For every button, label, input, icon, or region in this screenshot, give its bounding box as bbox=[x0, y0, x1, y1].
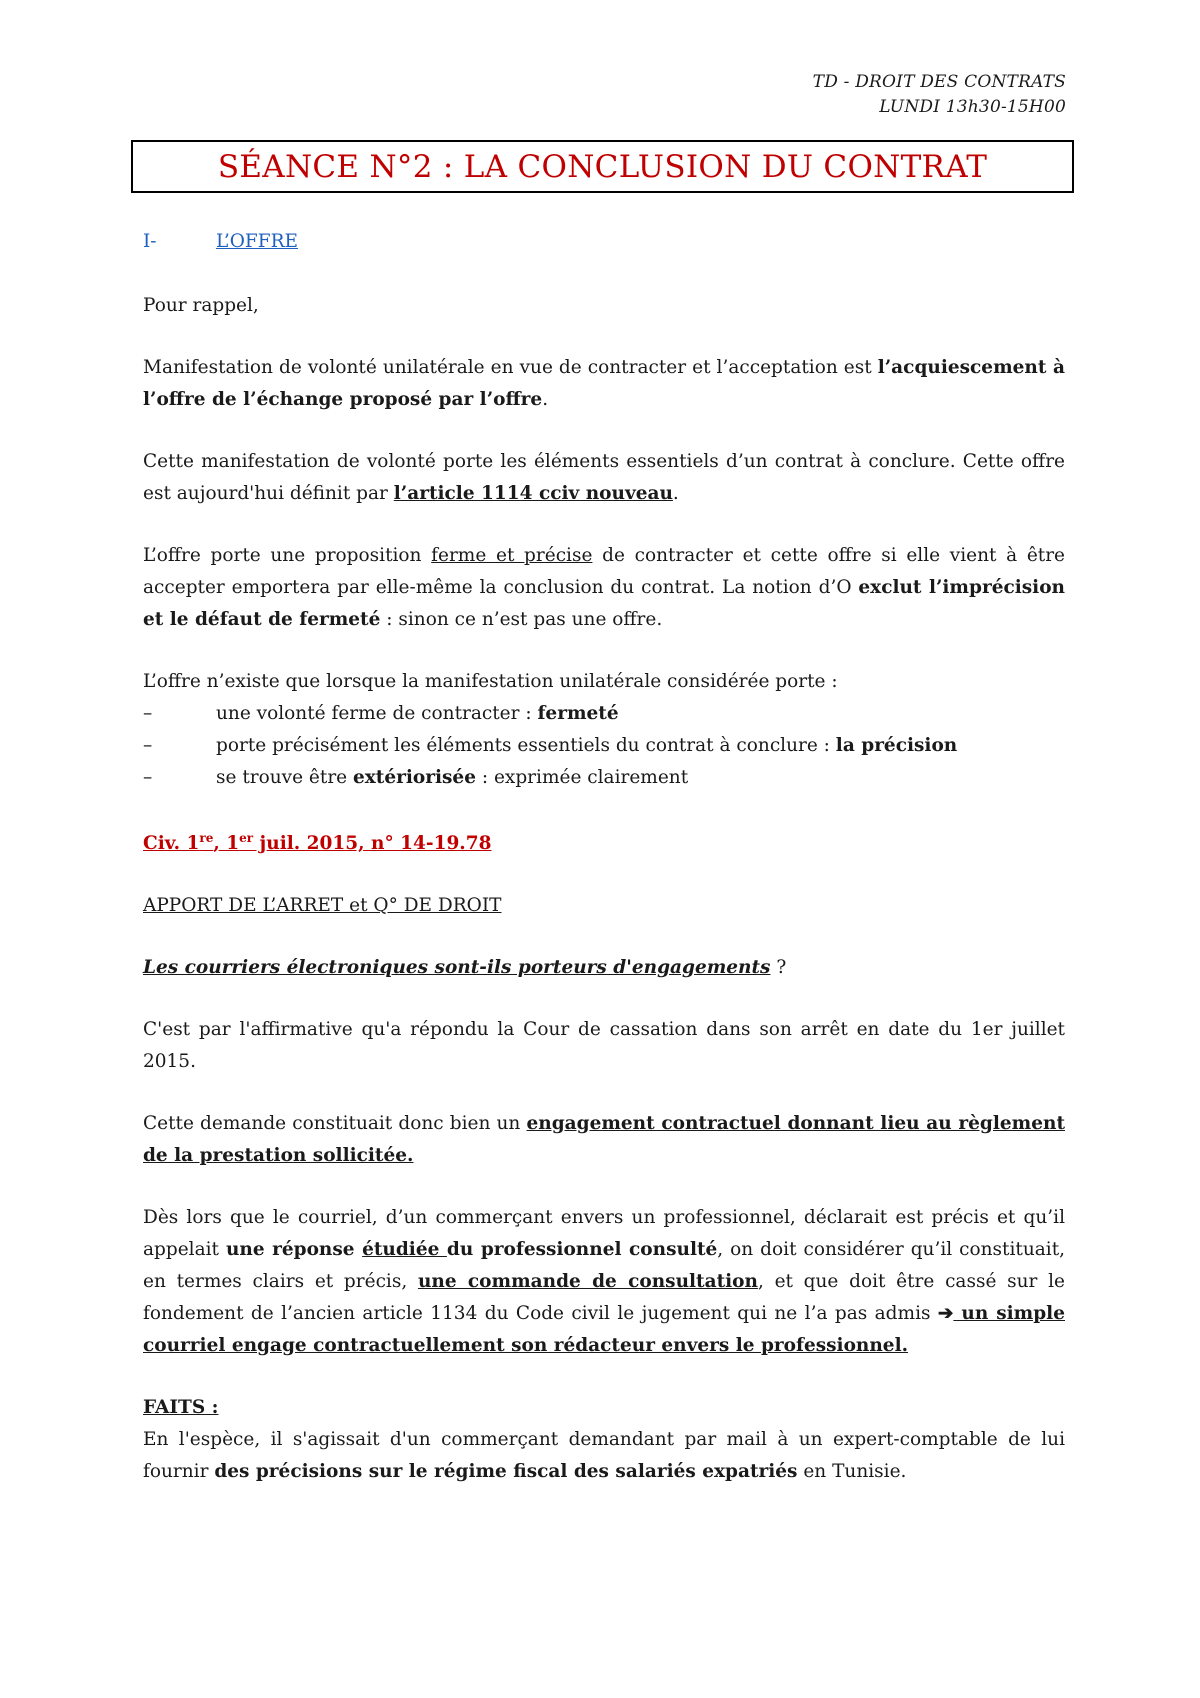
paragraph-rappel: Pour rappel, bbox=[143, 295, 259, 316]
text-run: en Tunisie. bbox=[797, 1461, 907, 1482]
bold-run: exclut l’imprécision et le défaut de fermeté bbox=[143, 577, 1065, 630]
text-run: Manifestation de volonté unilatérale en vue de contracter et l’acceptation est bbox=[143, 357, 878, 378]
section-number: I- bbox=[143, 231, 157, 252]
paragraph-manifestation bbox=[143, 352, 1065, 416]
underlined-run: ferme et précise bbox=[431, 545, 593, 566]
page-header bbox=[813, 70, 1066, 120]
text-run: Cette demande constituait donc bien un bbox=[143, 1113, 527, 1134]
paragraph-existe: L’offre n’existe que lorsque la manifestation unilatérale considérée porte : bbox=[143, 671, 838, 692]
text-run: L’offre porte une proposition bbox=[143, 545, 432, 566]
text-run: une volonté ferme de contracter : bbox=[216, 703, 538, 724]
text-run: de contracter et cette offre si elle vient à être accepter emportera par elle-même la conclusion du contrat. La notion d’O bbox=[143, 545, 1065, 598]
bold-run: extériorisée bbox=[353, 767, 476, 788]
faits-heading: FAITS : bbox=[143, 1397, 219, 1418]
bold-run: du professionnel consulté bbox=[446, 1239, 718, 1260]
question-text: Les courriers électroniques sont-ils porteurs d'engagements bbox=[143, 957, 771, 978]
paragraph-demande bbox=[143, 1108, 1065, 1172]
bold-run: une réponse bbox=[225, 1239, 363, 1260]
text-run: Cette manifestation de volonté porte les éléments essentiels d’un contrat à conclure. Cette offre est aujourd'hui définit par bbox=[143, 451, 1065, 504]
bold-underlined-run: un simple courriel engage contractuellement son rédacteur envers le professionnel. bbox=[143, 1303, 1065, 1356]
bold-run: fermeté bbox=[537, 703, 619, 724]
article-reference: l’article 1114 cciv nouveau bbox=[393, 483, 673, 504]
header-course: TD - DROIT DES CONTRATS bbox=[812, 72, 1066, 92]
paragraph-cette-manifestation bbox=[143, 446, 1065, 510]
list-item bbox=[143, 730, 1065, 762]
bold-run: l’acquiescement à l’offre de l’échange proposé par l’offre bbox=[143, 357, 1066, 410]
text-run: porte précisément les éléments essentiels du contrat à conclure : bbox=[216, 735, 836, 756]
text-run: : exprimée clairement bbox=[475, 767, 689, 788]
text-run: , 1 bbox=[213, 833, 240, 854]
paragraph-des-lors bbox=[143, 1202, 1065, 1362]
section-label: L’OFFRE bbox=[216, 231, 299, 252]
text-run: Civ. 1 bbox=[143, 833, 200, 854]
text-run: : sinon ce n’est pas une offre. bbox=[380, 609, 663, 630]
title-box bbox=[131, 140, 1074, 193]
text-run: , et que doit être cassé sur le fondement de l’ancien article 1134 du Code civil le jugement qui ne l’a pas admis bbox=[143, 1271, 1065, 1324]
bold-underlined-run: engagement contractuel donnant lieu au règlement de la prestation sollicitée. bbox=[143, 1113, 1065, 1166]
criteria-list bbox=[143, 698, 1065, 794]
text-run: , on doit considérer qu’il constituait, en termes clairs et précis, bbox=[143, 1239, 1066, 1292]
bold-run: la précision bbox=[835, 735, 958, 756]
case-reference bbox=[143, 828, 1065, 860]
list-item bbox=[143, 762, 1065, 794]
dash-bullet: – bbox=[143, 703, 153, 724]
page-title: SÉANCE N°2 : LA CONCLUSION DU CONTRAT bbox=[217, 148, 988, 185]
paragraph-offre bbox=[143, 540, 1065, 636]
dash-bullet: – bbox=[143, 767, 153, 788]
arrow-icon: ➔ bbox=[937, 1303, 954, 1324]
text-run: En l'espèce, il s'agissait d'un commerçant demandant par mail à un expert-comptable de lui fournir bbox=[143, 1429, 1065, 1482]
list-item bbox=[143, 698, 1065, 730]
dash-bullet: – bbox=[143, 735, 153, 756]
superscript: er bbox=[239, 830, 254, 845]
document-body bbox=[143, 226, 1065, 1488]
text-run: ? bbox=[770, 957, 787, 978]
faits-section bbox=[143, 1392, 1065, 1488]
legal-question bbox=[143, 952, 1065, 984]
text-run: juil. 2015, n° 14-19.78 bbox=[253, 833, 492, 854]
text-run: se trouve être bbox=[216, 767, 353, 788]
apport-heading: APPORT DE L’ARRET et Q° DE DROIT bbox=[143, 895, 502, 916]
text-run: . bbox=[542, 389, 549, 410]
paragraph-affirmative: C'est par l'affirmative qu'a répondu la Cour de cassation dans son arrêt en date du 1er juillet 2015. bbox=[143, 1019, 1065, 1072]
paragraph-faits bbox=[143, 1424, 1065, 1488]
superscript: re bbox=[199, 830, 214, 845]
text-run: Dès lors que le courriel, d’un commerçant envers un professionnel, déclarait est précis et qu’il appelait bbox=[143, 1207, 1065, 1260]
header-schedule: LUNDI 13h30-15H00 bbox=[879, 97, 1066, 117]
bold-underlined-run: une commande de consultation bbox=[417, 1271, 758, 1292]
text-run: . bbox=[672, 483, 679, 504]
bold-underlined-run: étudiée bbox=[362, 1239, 447, 1260]
section-heading bbox=[143, 226, 1065, 258]
bold-run: des précisions sur le régime fiscal des salariés expatriés bbox=[214, 1461, 798, 1482]
